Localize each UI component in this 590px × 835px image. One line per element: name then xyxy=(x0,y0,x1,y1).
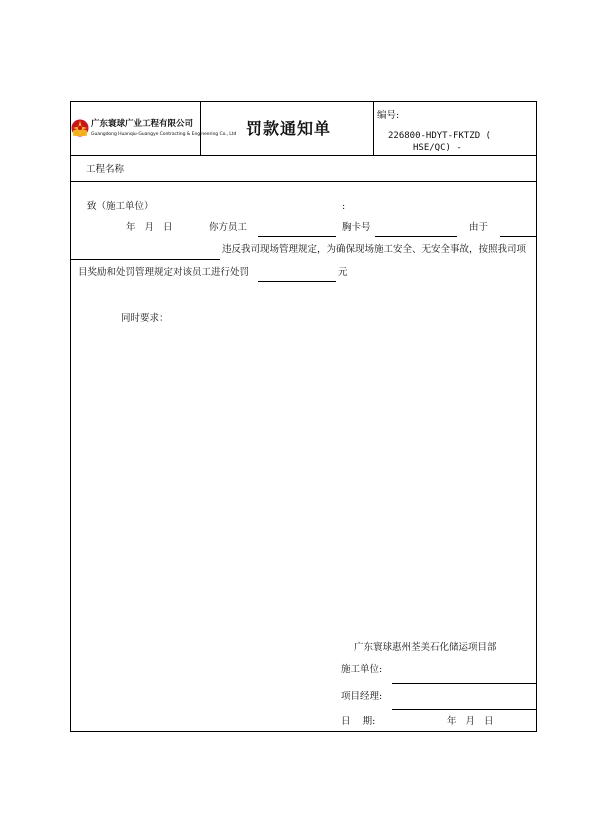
petal-logo-icon xyxy=(71,119,89,137)
company-logo xyxy=(71,119,89,137)
company-name-cn: 广东寰球广业工程有限公司 xyxy=(91,119,194,129)
badge-number-label: 胸卡号 xyxy=(342,222,371,233)
penalty-text-line: 目奖励和处罚管理规定对该员工进行处罚 xyxy=(78,267,250,278)
currency-yuan: 元 xyxy=(338,267,348,278)
employee-underline xyxy=(258,236,336,237)
frame-top xyxy=(70,101,537,102)
contractor-label: 施工单位: xyxy=(341,664,383,675)
to-colon: : xyxy=(342,201,346,212)
form-title: 罚款通知单 xyxy=(246,119,332,138)
notice-date: 年 月 日 xyxy=(126,222,173,233)
footer-date-label: 日 期: xyxy=(341,716,376,727)
form-code-line1: 226800-HDYT-FKTZD ( xyxy=(388,131,491,141)
contractor-underline xyxy=(392,683,537,684)
project-manager-underline xyxy=(392,709,537,710)
employee-label: 你方员工 xyxy=(209,222,248,233)
reason-underline-1 xyxy=(500,236,536,237)
header-divider-2 xyxy=(373,101,374,156)
project-name-label: 工程名称 xyxy=(86,164,125,175)
frame-left xyxy=(70,101,71,732)
frame-bottom xyxy=(70,731,537,732)
because-label: 由于 xyxy=(469,222,489,233)
reason-underline-2 xyxy=(71,259,220,260)
badge-number-underline xyxy=(375,236,457,237)
penalty-amount-underline xyxy=(258,281,336,282)
company-name-en: Guangdong Huanqiu-Guangye Contracting & Engineering Co., Ltd xyxy=(91,132,237,137)
requirement-label: 同时要求： xyxy=(121,313,169,324)
form-code-label: 编号: xyxy=(377,110,400,121)
violation-text-line: 违反我司现场管理规定，为确保现场施工安全、无安全事故，按照我司项 xyxy=(222,244,527,255)
project-manager-label: 项目经理: xyxy=(341,691,383,702)
footer-date-value: 年 月 日 xyxy=(447,716,494,727)
form-code-line2: HSE/QC) - xyxy=(413,143,462,153)
project-dept: 广东寰球惠州荃美石化储运项目部 xyxy=(354,642,497,653)
header-bottom-line xyxy=(70,155,537,156)
frame-right xyxy=(536,101,537,732)
project-row-bottom-line xyxy=(70,181,537,182)
to-contractor-label: 致（施工单位） xyxy=(87,201,154,212)
header-divider-1 xyxy=(200,101,201,156)
